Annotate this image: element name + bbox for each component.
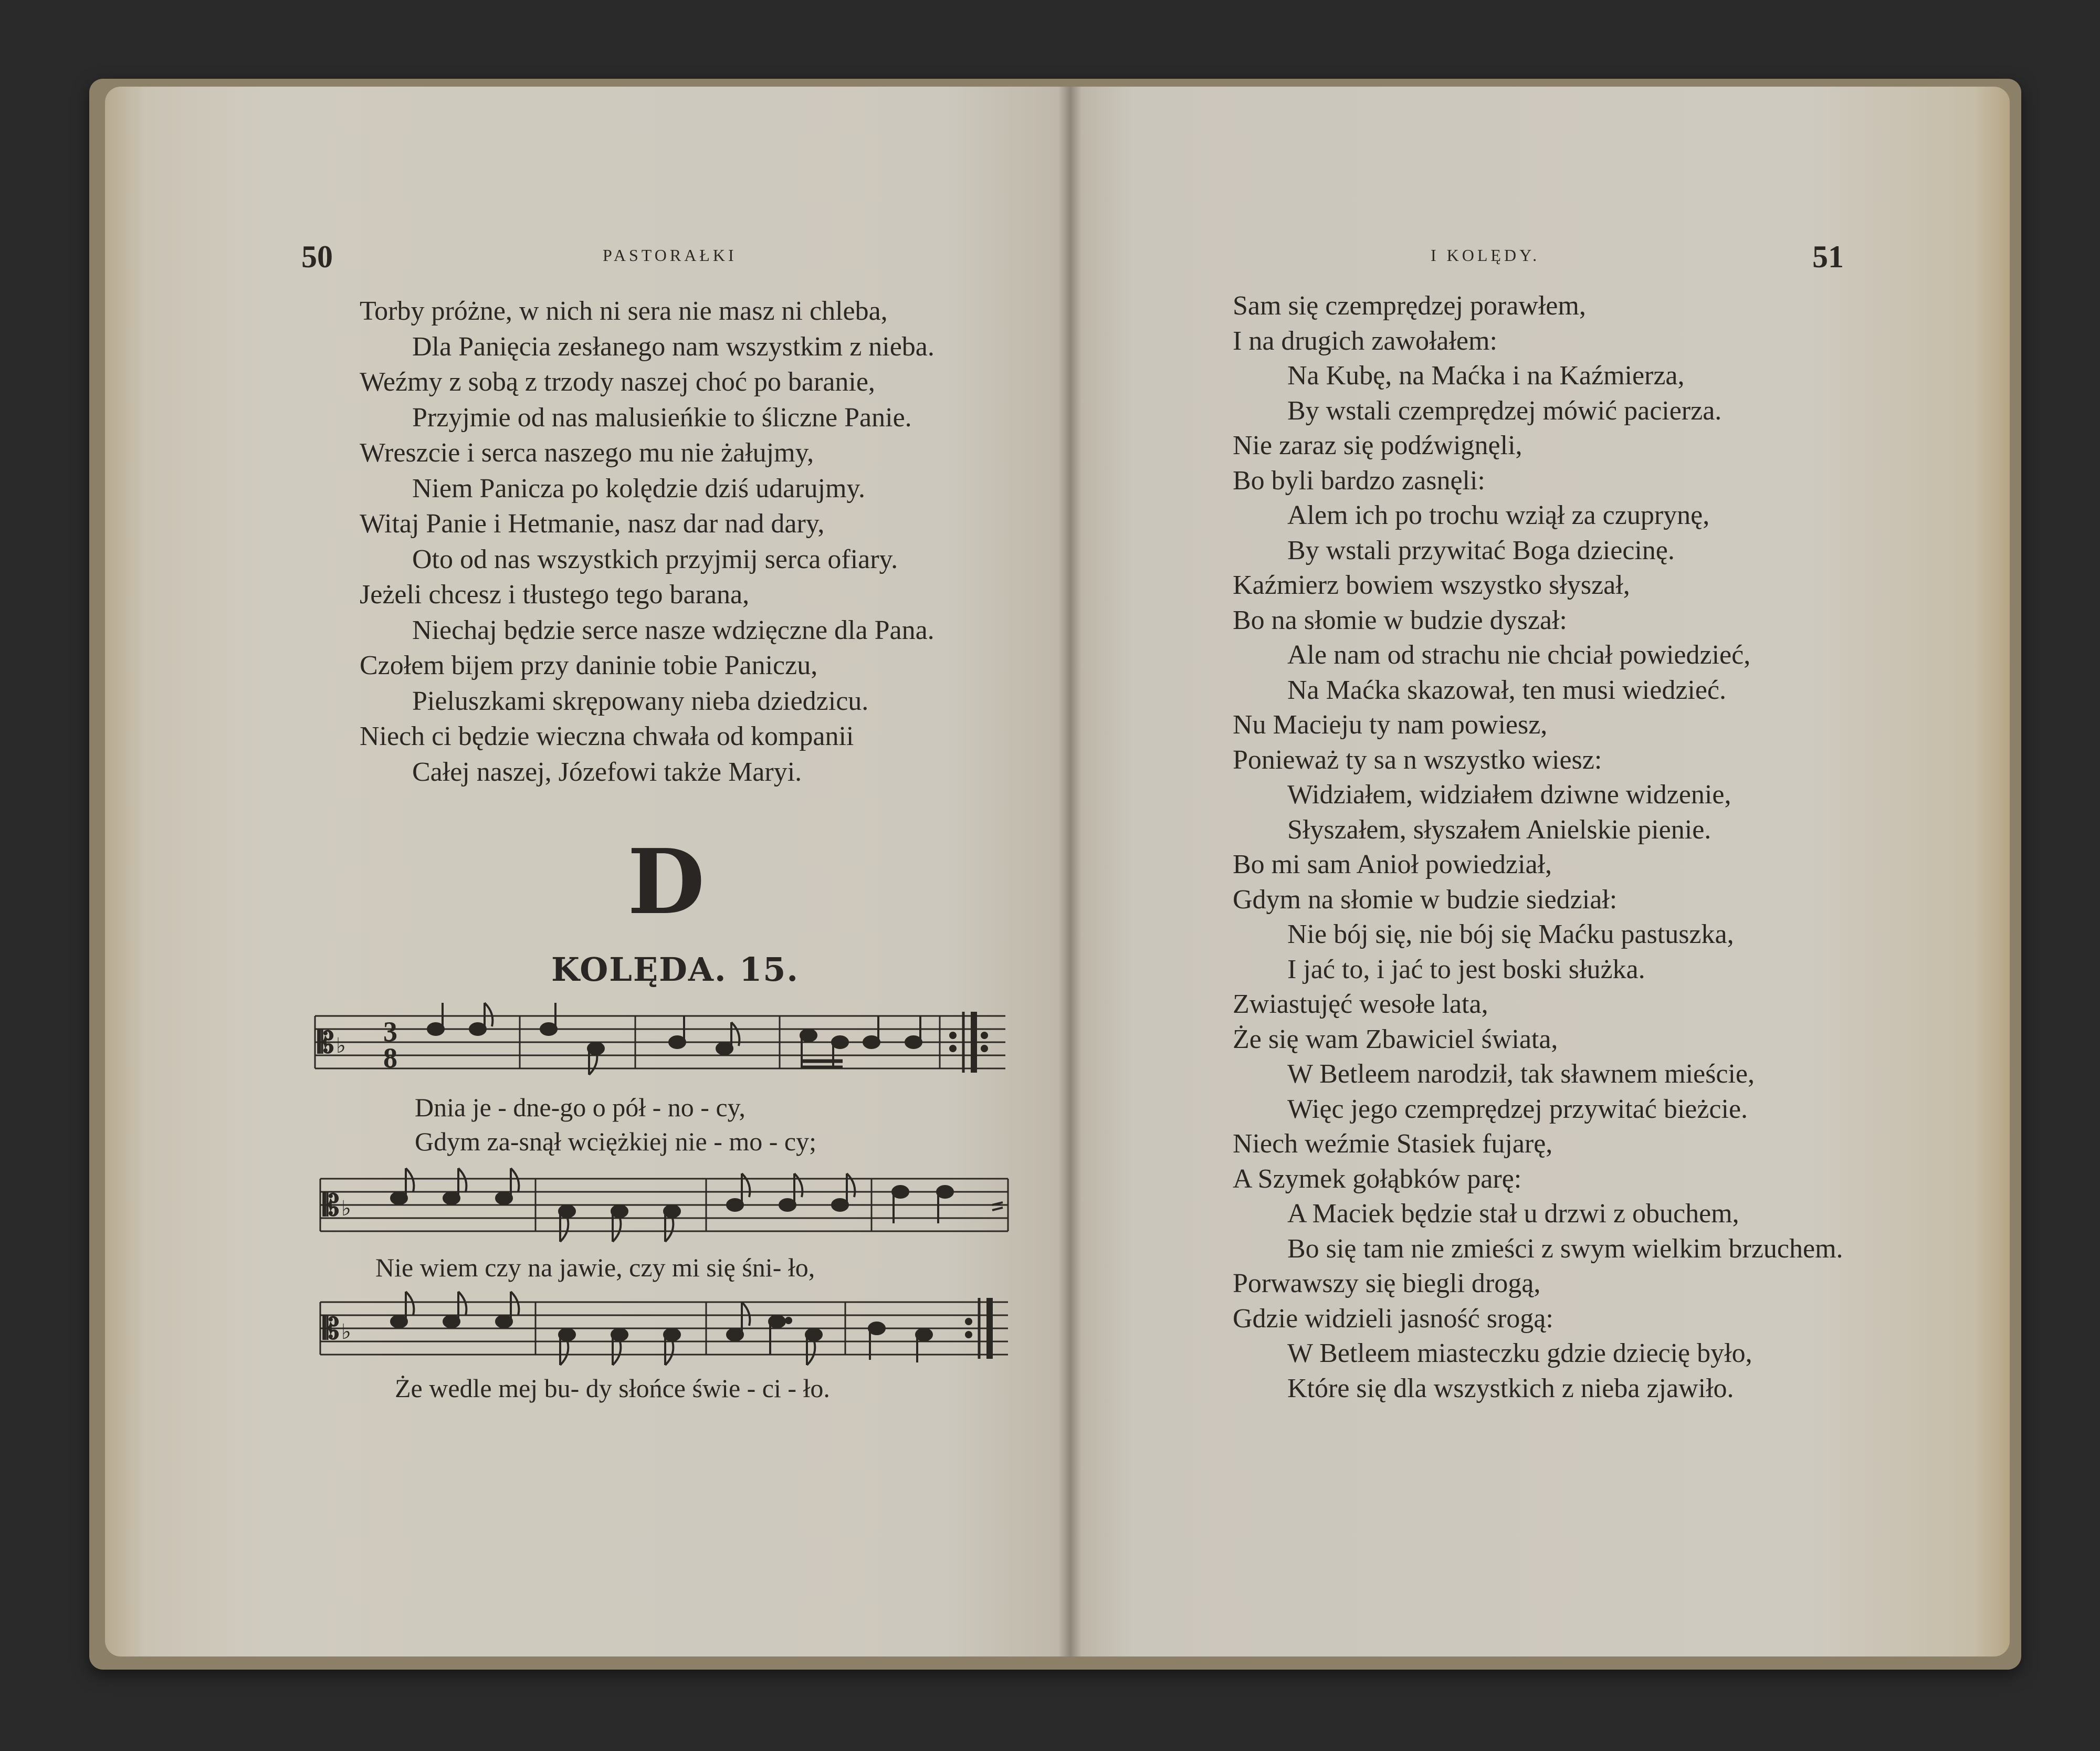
poem-line: Kaźmierz bowiem wszystko słyszał, (1233, 570, 1630, 600)
poem-line: Niech ci będzie wieczna chwała od kompanii (360, 721, 854, 751)
poem-line: Bo byli bardzo zasnęli: (1233, 465, 1485, 496)
poem-line: Niem Panicza po kolędzie dziś udarujmy. (412, 473, 866, 504)
poem-line: Nu Macieju ty nam powiesz, (1233, 710, 1548, 740)
poem-line: By wstali przywitać Boga dziecinę. (1287, 535, 1675, 565)
poem-line: Niechaj będzie serce nasze wdzięczne dla Pana. (412, 615, 934, 645)
poem-line: By wstali czemprędzej mówić pacierza. (1287, 395, 1722, 426)
poem-line: Oto od nas wszystkich przyjmij serca ofiary. (412, 544, 898, 574)
lyrics-staff1-line1: Dnia je - dne-go o pół - no - cy, (415, 1093, 746, 1122)
svg-text:♭: ♭ (341, 1197, 351, 1221)
lyrics-staff1-line2: Gdym za-snął wciężkiej nie - mo - cy; (415, 1127, 816, 1156)
lyrics-staff3: Że wedle mej bu- dy słońce świe - ci - ło. (395, 1373, 830, 1403)
poem-line: Słyszałem, słyszałem Anielskie pienie. (1287, 814, 1712, 845)
poem-line: Na Kubę, na Maćka i na Kaźmierza, (1287, 361, 1685, 391)
lyrics-staff2: Nie wiem czy na jawie, czy mi się śni- ło, (375, 1253, 815, 1282)
poem-line: Nie zaraz się podźwignęli, (1233, 431, 1522, 460)
running-head-left: PASTORAŁKI (603, 246, 737, 265)
poem-line: A Maciek będzie stał u drzwi z obuchem, (1287, 1199, 1739, 1229)
svg-text:𝄡: 𝄡 (323, 1312, 340, 1346)
book-gutter (1058, 87, 1082, 1656)
poem-line: Weźmy z sobą z trzody naszej choć po baranie, (360, 367, 875, 397)
poem-line: Czołem bijem przy daninie tobie Paniczu, (360, 651, 818, 680)
carol-title: KOLĘDA. 15. (551, 950, 799, 989)
svg-text:♭: ♭ (336, 1034, 346, 1058)
page-number-right: 51 (1812, 239, 1844, 274)
poem-line: I jać to, i jać to jest boski służka. (1287, 954, 1645, 984)
poem-line: Widziałem, widziałem dziwne widzenie, (1287, 780, 1731, 810)
time-signature-top: 3 (383, 1016, 397, 1047)
poem-line: Bo na słomie w budzie dyszał: (1233, 605, 1567, 635)
music-staff-3 (315, 1281, 1013, 1376)
poem-line: Bo mi sam Anioł powiedział, (1233, 850, 1552, 879)
poem-line: Dla Panięcia zesłanego nam wszystkim z nieba. (412, 331, 934, 362)
poem-line: W Betleem miasteczku gdzie dziecię było, (1287, 1338, 1752, 1368)
music-staff-1 (310, 1000, 1018, 1089)
poem-line: W Betleem narodził, tak sławnem mieście, (1287, 1059, 1755, 1089)
poem-line: I na drugich zawołałem: (1233, 326, 1497, 356)
svg-text:♭: ♭ (341, 1320, 351, 1344)
poem-line: Całej naszej, Józefowi także Maryi. (412, 757, 802, 787)
poem-line: Niech weźmie Stasiek fujarę, (1233, 1129, 1553, 1159)
running-head-right: I KOLĘDY. (1431, 246, 1540, 265)
poem-line: Torby próżne, w nich ni sera nie masz ni chleba, (360, 296, 888, 326)
poem-line: Bo się tam nie zmieści z swym wielkim brzuchem. (1287, 1233, 1843, 1264)
svg-text:𝄡: 𝄡 (318, 1025, 334, 1060)
poem-line: A Szymek gołąbków parę: (1233, 1163, 1522, 1194)
poem-line: Porwawszy się biegli drogą, (1233, 1268, 1541, 1298)
section-letter: D (627, 830, 705, 935)
poem-line: Sam się czemprędzej porawłem, (1233, 291, 1586, 321)
poem-line: Na Maćka skazował, ten musi wiedzieć. (1287, 675, 1727, 705)
poem-line: Zwiastujęć wesołe lata, (1233, 989, 1488, 1019)
poem-line: Pieluszkami skrępowany nieba dziedzicu. (412, 686, 869, 716)
poem-line: Ponieważ ty sa n wszystko wiesz: (1233, 745, 1602, 775)
music-staff-2 (315, 1158, 1013, 1252)
poem-line: Że się wam Zbawiciel świata, (1233, 1024, 1558, 1054)
page-number-left: 50 (301, 239, 333, 274)
poem-line: Przyjmie od nas malusieńkie to śliczne Panie. (412, 402, 912, 433)
poem-line: Gdzie widzieli jasność srogą: (1233, 1303, 1553, 1334)
poem-line: Więc jego czemprędzej przywitać bieżcie. (1287, 1094, 1748, 1124)
svg-text:𝄡: 𝄡 (323, 1188, 340, 1223)
poem-line: Witaj Panie i Hetmanie, nasz dar nad dary, (360, 509, 825, 539)
poem-line: Gdym na słomie w budzie siedział: (1233, 884, 1618, 915)
poem-line: Wreszcie i serca naszego mu nie żałujmy, (360, 438, 814, 468)
poem-line: Ale nam od strachu nie chciał powiedzieć, (1287, 640, 1751, 670)
poem-line: Które się dla wszystkich z nieba zjawiło. (1287, 1373, 1734, 1403)
poem-line: Jeżeli chcesz i tłustego tego barana, (360, 580, 750, 610)
poem-line: Nie bój się, nie bój się Maćku pastuszka, (1287, 919, 1734, 949)
poem-line: Alem ich po trochu wziął za czuprynę, (1287, 500, 1710, 530)
time-signature-bottom: 8 (383, 1042, 397, 1074)
